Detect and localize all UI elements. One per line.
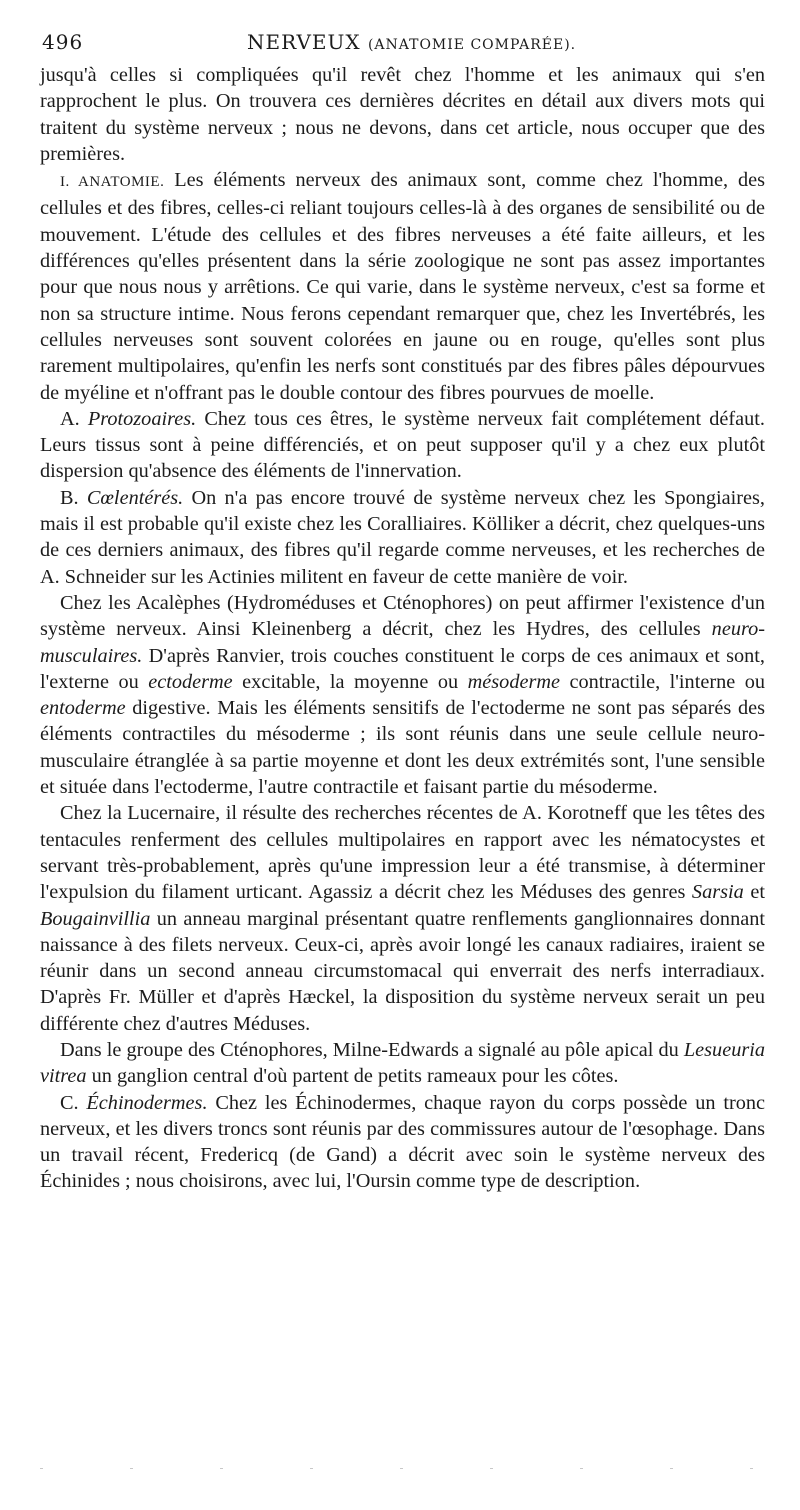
text-run: Dans le groupe des Cténophores, Milne-Edwards a signalé au pôle apical du (60, 1038, 684, 1061)
paragraph-coelenteres (40, 485, 765, 590)
section-letter-c: C. (60, 1091, 87, 1114)
scan-speck (130, 1468, 133, 1469)
text-run: contractile, l'interne ou (560, 670, 765, 693)
paragraph-protozoaires (40, 406, 765, 485)
text-run: digestive. Mais les éléments sensitifs de l'ectoderme ne sont pas séparés des éléments contractiles du mésoderme ; ils sont réunis dans une seule cellule neuro-musculaire étranglée à sa partie moyenne et dont les deux extrémités sont, l'une sensible et située dans l'ectoderme, l'autre contractile et faisant partie du mésoderme. (40, 697, 765, 799)
paragraph-anatomie (40, 167, 765, 406)
scan-speck (580, 1468, 583, 1469)
paragraph-protozoaires-text: Chez tous ces êtres, le système nerveux fait complétement défaut. Leurs tissus sont à peine différenciés, et on peut supposer qu'il y a chez eux plutôt dispersion qu'absence des éléments de l'innervation. (40, 407, 765, 483)
paragraph-acalephes (40, 590, 765, 800)
scan-artifacts (40, 1468, 760, 1478)
species-lesueuria-vitrea: Lesueuria vitrea (40, 1038, 765, 1088)
running-title-main: NERVEUX (247, 30, 361, 54)
section-heading-protozoaires: Protozoaires. (87, 407, 197, 430)
scan-speck (400, 1468, 403, 1469)
term-neuro-musculaires: neuro-musculaires. (40, 618, 765, 667)
page-number: 496 (42, 30, 84, 54)
body-text (40, 62, 765, 1195)
genus-bougainvillia: Bougainvillia (40, 907, 151, 930)
section-label-anatomie: I. ANATOMIE. (60, 174, 165, 191)
section-heading-echinodermes: Échinodermes. (86, 1091, 208, 1114)
text-run: Chez les Acalèphes (Hydroméduses et Cténophores) on peut affirmer l'existence d'un système nerveux. Ainsi Kleinenberg a décrit, chez les Hydres, des cellules (40, 591, 765, 641)
term-ectoderme: ectoderme (148, 670, 233, 693)
term-mesoderme: mésoderme (467, 670, 561, 693)
paragraph-coelenteres-text: On n'a pas encore trouvé de système nerveux chez les Spongiaires, mais il est probable qu'il existe chez les Coralliaires. Kölliker a décrit, chez quelques-uns de ces derniers animaux, des fibres qu'il regarde comme nerveuses, et les recherches de A. Schneider sur les Actinies militent en faveur de cette manière de voir. (40, 486, 765, 588)
running-header (42, 30, 758, 60)
paragraph-ctenophores (40, 1037, 765, 1090)
paragraph-intro-continuation: jusqu'à celles si compliquées qu'il revêt chez l'homme et les animaux qui s'en rapprochent le plus. On trouvera ces dernières décrites en détail aux divers mots qui traitent du système nerveux ; nous ne devons, dans cet article, nous occuper que des premières. (40, 64, 765, 165)
text-run: Chez la Lucernaire, il résulte des recherches récentes de A. Korotneff que les têtes des tentacules renferment des cellules multipolaires en rapport avec les nématocystes et servant très-probablement, après qu'une impression leur a été transmise, à déterminer l'expulsion du filament urticant. Agassiz a décrit chez les Méduses des genres (40, 802, 765, 904)
paragraph-lucernaire (40, 800, 765, 1037)
paragraph-echinodermes (40, 1090, 765, 1195)
text-run: et (743, 881, 765, 904)
paragraph-anatomie-text: Les éléments nerveux des animaux sont, comme chez l'homme, des cellules et des fibres, celles-ci reliant toujours celles-là à des organes de sensibilité ou de mouvement. L'étude des cellules et des fibres nerveuses a été faite ailleurs, et les différences qu'elles présentent dans la série zoologique ne sont pas assez importantes pour que nous nous y arrêtions. Ce qui varie, dans le système nerveux, c'est sa forme et non sa structure intime. Nous ferons cependant remarquer que, chez les Invertébrés, les cellules nerveuses sont souvent colorées en jaune ou en rouge, qu'elles sont plus rarement multipolaires, qu'enfin les nerfs sont constitués par des fibres pâles dépourvues de myéline et n'offrant pas le double contour des fibres pourvues de moelle. (40, 169, 765, 404)
scan-speck (220, 1468, 223, 1469)
text-run: D'après Ranvier, trois couches constituent le corps de ces animaux et sont, l'externe ou (40, 644, 765, 693)
term-entoderme: entoderme (40, 697, 126, 720)
text-run: un ganglion central d'où partent de petits rameaux pour les côtes. (86, 1065, 619, 1088)
section-heading-coelenteres: Cœlentérés. (86, 486, 184, 509)
running-title-sub: (ANATOMIE COMPARÉE). (367, 37, 577, 53)
section-letter-a: A. (60, 407, 88, 430)
genus-sarsia: Sarsia (691, 881, 744, 904)
running-title (247, 30, 576, 54)
text-run: excitable, la moyenne ou (232, 670, 468, 693)
scan-speck (310, 1468, 313, 1469)
text-run: un anneau marginal présentant quatre renflements ganglionnaires donnant naissance à des filets nerveux. Ceux-ci, après avoir longé les canaux radiaires, iraient se réunir dans un second anneau circumstomacal qui enverrait des nerfs interradiaux. D'après Fr. Müller et d'après Hæckel, la disposition du système nerveux serait un peu différente chez d'autres Méduses. (40, 907, 765, 1035)
scan-speck (670, 1468, 673, 1469)
paragraph-echinodermes-text: Chez les Échinodermes, chaque rayon du corps possède un tronc nerveux, et les divers troncs sont réunis par des commissures autour de l'œsophage. Dans un travail récent, Fredericq (de Gand) a décrit avec soin le système nerveux des Échinides ; nous choisirons, avec lui, l'Oursin comme type de description. (40, 1091, 765, 1193)
scan-speck (750, 1468, 753, 1469)
section-letter-b: B. (60, 486, 87, 509)
scan-speck (40, 1468, 43, 1469)
scan-speck (490, 1468, 493, 1469)
